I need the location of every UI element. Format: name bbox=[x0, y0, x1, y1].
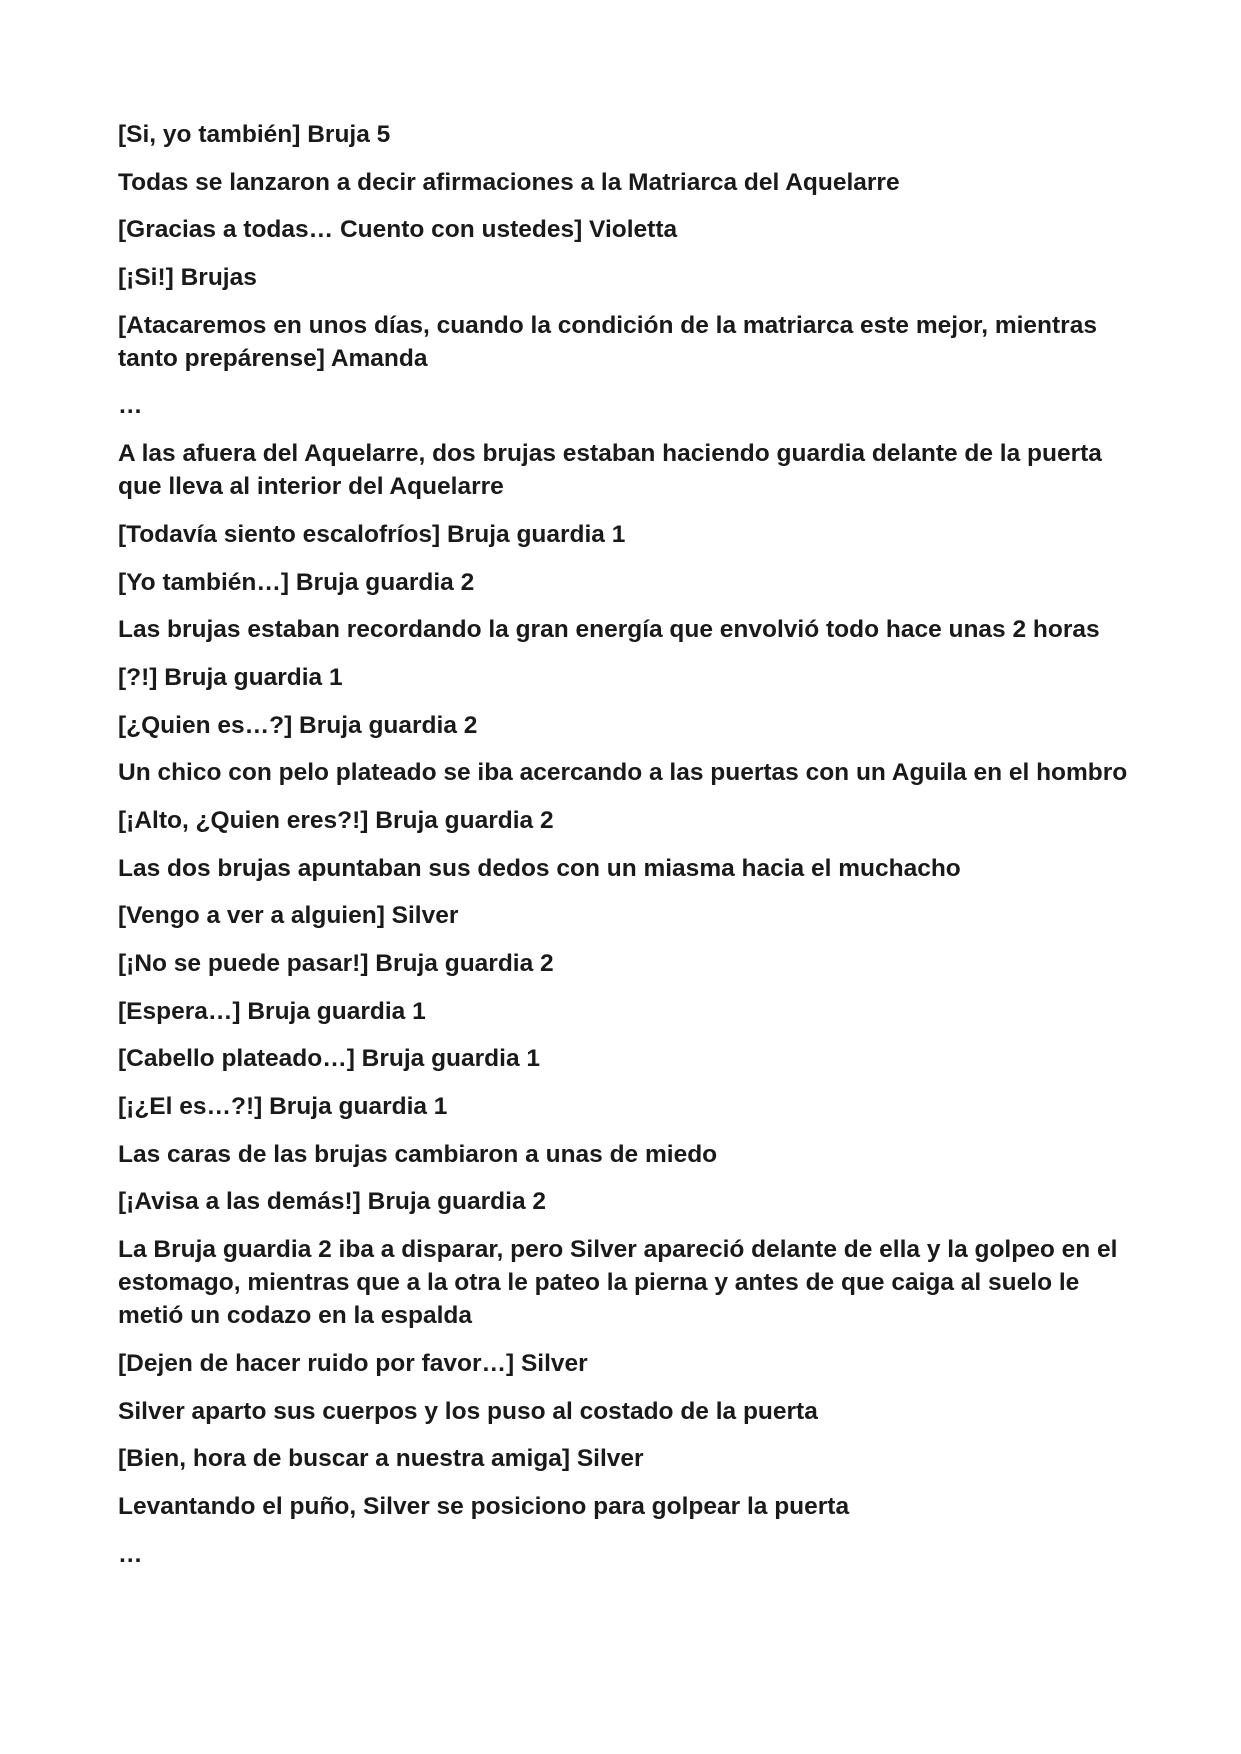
paragraph: [¡Avisa a las demás!] Bruja guardia 2 bbox=[118, 1188, 546, 1216]
paragraph: [Atacaremos en unos días, cuando la condición de la matriarca este mejor, mientras tanto prepárense] Amanda bbox=[118, 311, 1097, 372]
paragraph: [¿Quien es…?] Bruja guardia 2 bbox=[118, 711, 478, 739]
scene-break: … bbox=[118, 392, 143, 420]
paragraph: [Gracias a todas… Cuento con ustedes] Violetta bbox=[118, 216, 678, 244]
paragraph: [Bien, hora de buscar a nuestra amiga] Silver bbox=[118, 1445, 644, 1473]
paragraph: Silver aparto sus cuerpos y los puso al costado de la puerta bbox=[118, 1397, 818, 1425]
paragraph: [Vengo a ver a alguien] Silver bbox=[118, 902, 459, 930]
paragraph: [Cabello plateado…] Bruja guardia 1 bbox=[118, 1045, 541, 1073]
paragraph: Un chico con pelo plateado se iba acercando a las puertas con un Aguila en el hombro bbox=[118, 759, 1128, 787]
paragraph: [¡Si!] Brujas bbox=[118, 264, 257, 292]
paragraph: [Todavía siento escalofríos] Bruja guardia 1 bbox=[118, 520, 626, 548]
paragraph: Levantando el puño, Silver se posiciono para golpear la puerta bbox=[118, 1492, 850, 1520]
paragraph: Las brujas estaban recordando la gran energía que envolvió todo hace unas 2 horas bbox=[118, 616, 1100, 644]
paragraph: Las caras de las brujas cambiaron a unas de miedo bbox=[118, 1140, 718, 1168]
paragraph: [Yo también…] Bruja guardia 2 bbox=[118, 568, 475, 596]
paragraph: Las dos brujas apuntaban sus dedos con un miasma hacia el muchacho bbox=[118, 854, 961, 882]
paragraph: A las afuera del Aquelarre, dos brujas estaban haciendo guardia delante de la puerta que lleva al interior del Aquelarre bbox=[118, 440, 1102, 501]
paragraph: [Dejen de hacer ruido por favor…] Silver bbox=[118, 1349, 588, 1377]
paragraph: [?!] Bruja guardia 1 bbox=[118, 663, 343, 691]
paragraph: [¡Alto, ¿Quien eres?!] Bruja guardia 2 bbox=[118, 806, 554, 834]
paragraph: [Espera…] Bruja guardia 1 bbox=[118, 997, 426, 1025]
paragraph: Todas se lanzaron a decir afirmaciones a la Matriarca del Aquelarre bbox=[118, 168, 900, 196]
document-body bbox=[118, 118, 1128, 1585]
paragraph: [¡No se puede pasar!] Bruja guardia 2 bbox=[118, 950, 554, 977]
scene-break: … bbox=[118, 1540, 143, 1568]
paragraph: La Bruja guardia 2 iba a disparar, pero Silver apareció delante de ella y la golpeo en el estomago, mientras que a la otra le pateo la pierna y antes de que caiga al suelo le metió un codazo en la espalda bbox=[118, 1236, 1118, 1330]
paragraph: [Si, yo también] Bruja 5 bbox=[118, 121, 391, 148]
paragraph: [¡¿El es…?!] Bruja guardia 1 bbox=[118, 1093, 448, 1121]
